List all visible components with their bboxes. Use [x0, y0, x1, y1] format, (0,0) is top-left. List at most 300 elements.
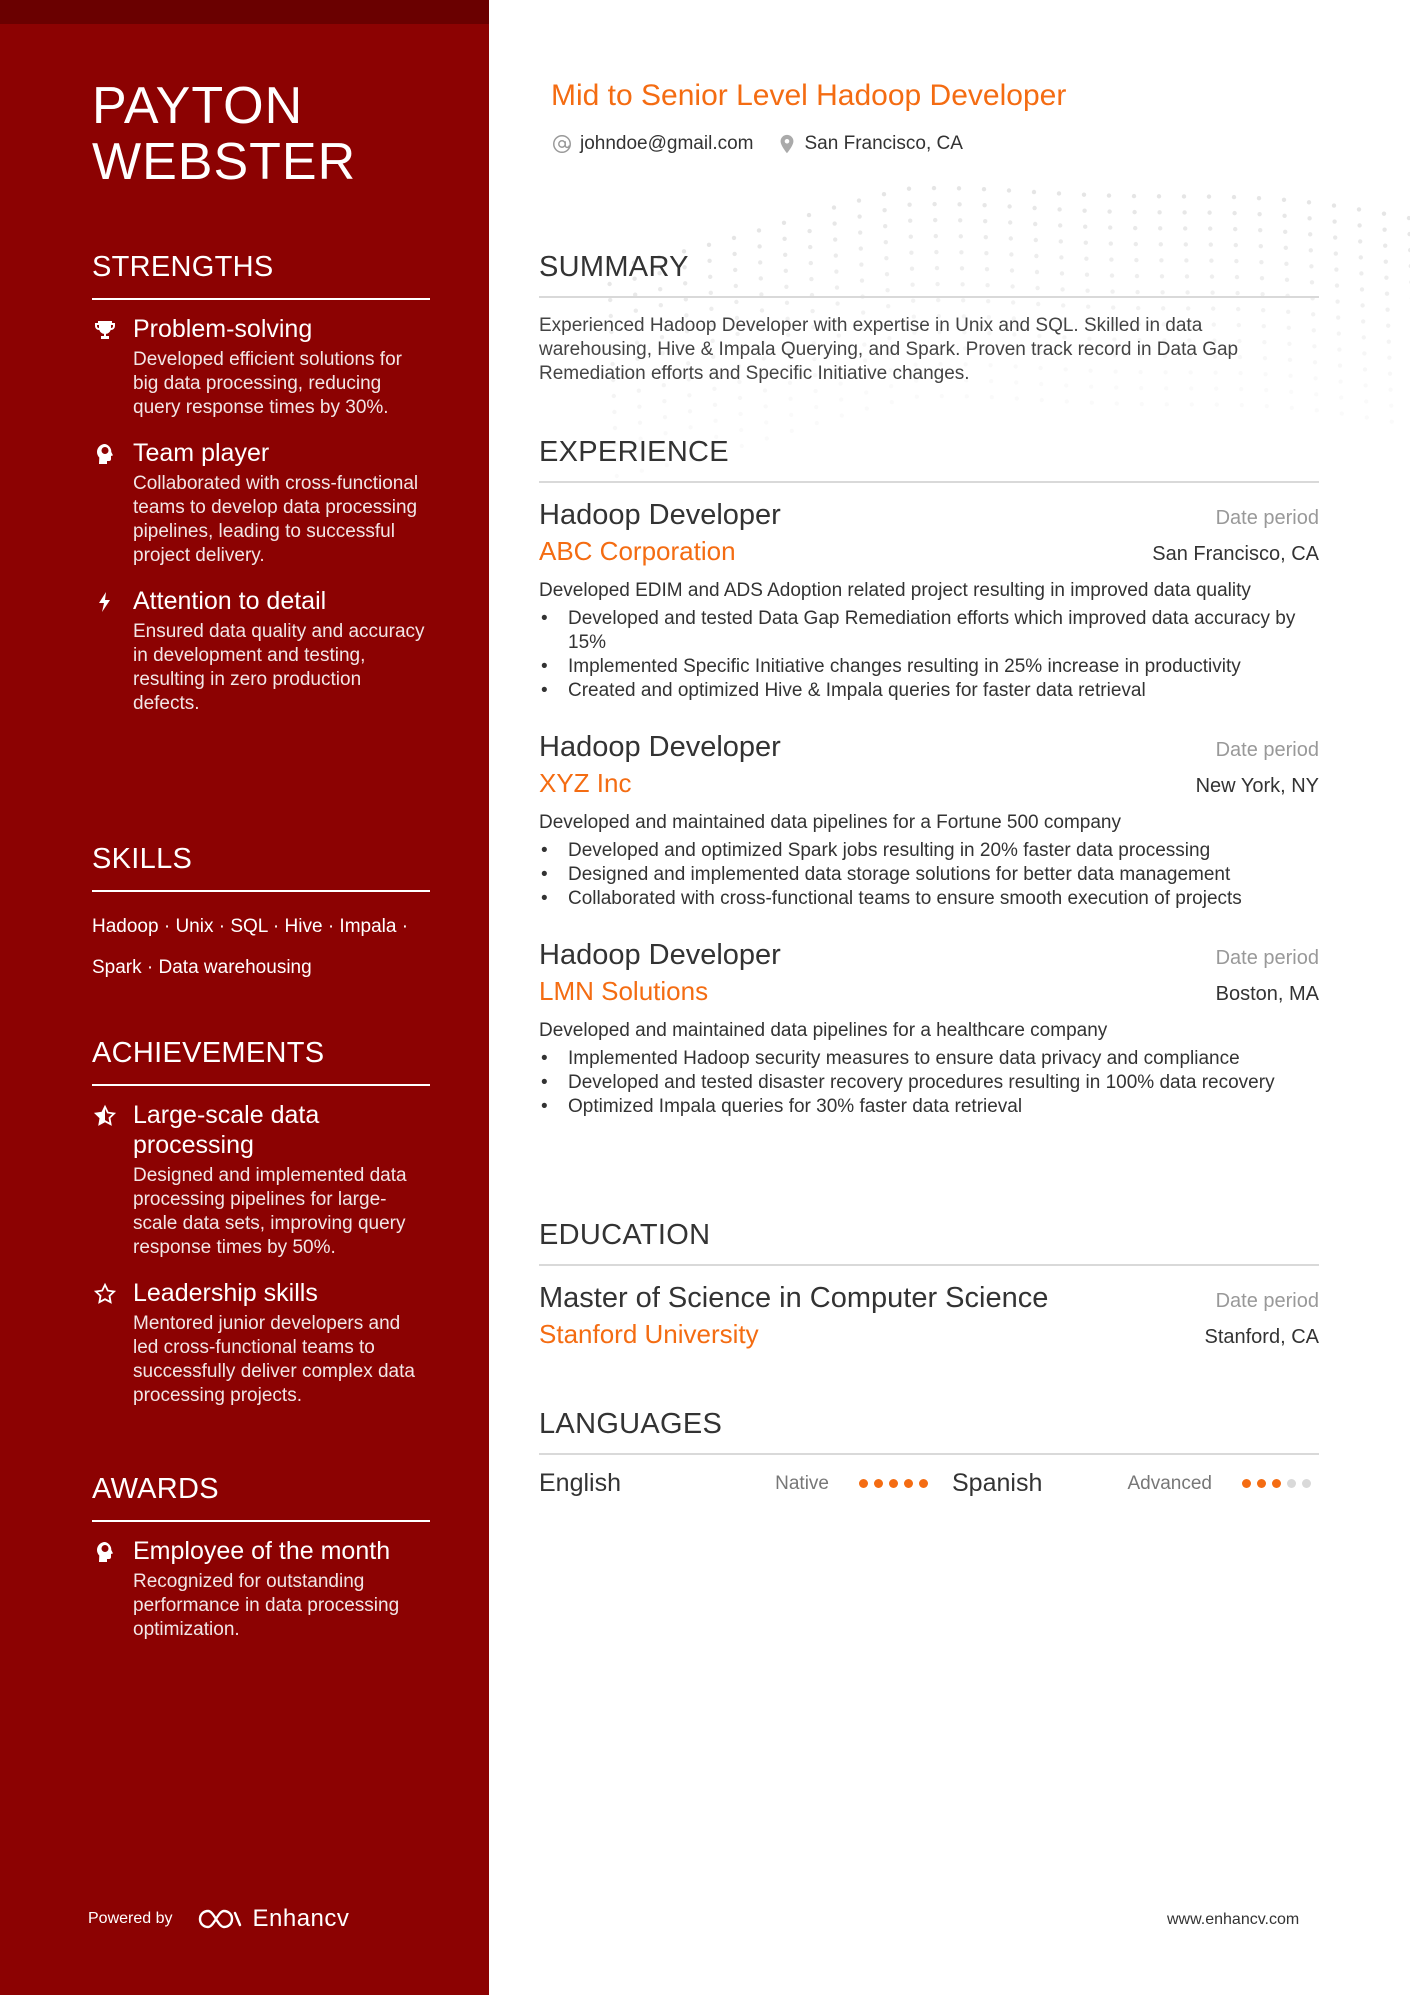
decor-dot — [865, 406, 869, 410]
decor-dot — [1383, 243, 1387, 247]
degree-title: Master of Science in Computer Science — [539, 1282, 1049, 1314]
decor-dot — [612, 394, 616, 398]
decor-dot — [1082, 193, 1086, 197]
decor-dot — [1165, 402, 1169, 406]
decor-dot — [1090, 401, 1094, 405]
rating-dot — [1242, 1479, 1251, 1488]
decor-dot — [1139, 386, 1143, 390]
head-icon — [92, 1538, 118, 1566]
decor-dot — [932, 202, 936, 206]
decor-dot — [1361, 319, 1365, 323]
rating-dot — [889, 1479, 898, 1488]
decor-dot — [1133, 226, 1137, 230]
bullet-item: • Created and optimized Hive & Impala queries for faster data retrieval — [539, 679, 1319, 703]
decor-dot — [763, 404, 767, 408]
decor-dot — [883, 224, 887, 228]
education-heading: EDUCATION — [539, 1218, 1319, 1266]
decor-dot — [790, 429, 794, 433]
decor-dot — [1107, 193, 1111, 197]
bullet-item: • Collaborated with cross-functional teams to ensure smooth execution of projects — [539, 887, 1319, 911]
decor-dot — [1359, 271, 1363, 275]
decor-dot — [713, 419, 717, 423]
decor-dot — [1389, 403, 1393, 407]
rating-dot — [1287, 1479, 1296, 1488]
strength-title: Team player — [133, 439, 270, 467]
language-name: Spanish — [952, 1469, 1043, 1497]
decor-dot — [1385, 307, 1389, 311]
strengths-heading: STRENGTHS — [92, 250, 430, 300]
email-contact[interactable] — [551, 133, 754, 155]
awards-heading: AWARDS — [92, 1472, 430, 1522]
entry-location: Stanford, CA — [1204, 1326, 1319, 1348]
decor-dot — [613, 426, 617, 430]
decor-dot — [1232, 211, 1236, 215]
bullet-item: • Developed and tested Data Gap Remediation efforts which improved data accuracy by 15% — [539, 607, 1319, 655]
decor-dot — [1265, 404, 1269, 408]
experience-entry — [539, 937, 1319, 1119]
decor-dot — [739, 428, 743, 432]
decor-dot — [763, 388, 767, 392]
decor-dot — [1388, 387, 1392, 391]
decor-dot — [1132, 210, 1136, 214]
entry-company: LMN Solutions — [539, 976, 709, 1006]
star-half-icon — [92, 1102, 118, 1130]
at-icon — [551, 133, 573, 155]
decor-dot — [764, 420, 768, 424]
sidebar — [0, 0, 489, 1995]
decor-dot — [637, 389, 641, 393]
decor-dot — [757, 244, 761, 248]
decor-dot — [932, 186, 936, 190]
rating-dot — [1272, 1479, 1281, 1488]
entry-description: Developed EDIM and ADS Adoption related project resulting in improved data quality — [539, 580, 1251, 601]
decor-dot — [1359, 255, 1363, 259]
entry-date: Date period — [1215, 947, 1319, 969]
decor-dot — [738, 396, 742, 400]
decor-dot — [1364, 399, 1368, 403]
decor-dot — [1363, 383, 1367, 387]
sidebar-top-bar — [0, 0, 489, 24]
decor-dot — [1159, 242, 1163, 246]
skills-line: Hadoop · Unix · SQL · Hive · Impala · — [92, 916, 409, 937]
decor-dot — [1388, 371, 1392, 375]
bullet-item: • Optimized Impala queries for 30% faster data retrieval — [539, 1095, 1319, 1119]
decor-dot — [1239, 387, 1243, 391]
decor-dot — [1257, 212, 1261, 216]
rating-dot — [874, 1479, 883, 1488]
decor-dot — [907, 203, 911, 207]
decor-dot — [882, 208, 886, 212]
decor-dot — [864, 390, 868, 394]
decor-dot — [1336, 315, 1340, 319]
decor-dot — [1240, 403, 1244, 407]
decor-dot — [1257, 196, 1261, 200]
bullet-item: • Developed and tested disaster recovery procedures resulting in 100% data recovery — [539, 1071, 1319, 1095]
education-entry — [539, 1280, 1319, 1352]
candidate-name: PAYTON WEBSTER — [92, 77, 357, 191]
decor-dot — [1084, 241, 1088, 245]
decor-dot — [1334, 267, 1338, 271]
decor-dot — [1182, 210, 1186, 214]
decor-dot — [1386, 323, 1390, 327]
entry-description: Developed and maintained data pipelines for a Fortune 500 company — [539, 812, 1121, 833]
decor-dot — [1384, 275, 1388, 279]
decor-dot — [1362, 335, 1366, 339]
decor-dot — [1338, 379, 1342, 383]
decor-dot — [1215, 402, 1219, 406]
bullet-item: • Implemented Hadoop security measures to ensure data privacy and compliance — [539, 1047, 1319, 1071]
decor-dot — [982, 203, 986, 207]
awards-section — [92, 1472, 430, 1642]
decor-dot — [1208, 226, 1212, 230]
decor-dot — [638, 421, 642, 425]
decor-dot — [882, 192, 886, 196]
decor-dot — [1384, 259, 1388, 263]
strength-item — [92, 586, 430, 716]
powered-by — [88, 1905, 349, 1933]
decor-dot — [1157, 194, 1161, 198]
decor-dot — [933, 218, 937, 222]
decor-dot — [1182, 194, 1186, 198]
decor-dot — [1339, 395, 1343, 399]
entry-bullets — [539, 839, 1319, 911]
decor-dot — [1108, 225, 1112, 229]
entry-location: Boston, MA — [1215, 983, 1319, 1005]
head-icon — [92, 440, 118, 468]
decor-dot — [713, 403, 717, 407]
experience-entry — [539, 729, 1319, 911]
decor-dot — [839, 397, 843, 401]
decor-dot — [688, 425, 692, 429]
decor-dot — [1338, 363, 1342, 367]
decor-dot — [1214, 386, 1218, 390]
decor-dot — [1314, 392, 1318, 396]
decor-dot — [1109, 241, 1113, 245]
location-pin-icon — [776, 133, 798, 155]
decor-dot — [1058, 223, 1062, 227]
decor-dot — [857, 214, 861, 218]
email-text: johndoe@gmail.com — [580, 133, 754, 154]
rating-dot — [904, 1479, 913, 1488]
decor-dot — [1382, 227, 1386, 231]
decor-dot — [1107, 209, 1111, 213]
decor-dot — [1082, 209, 1086, 213]
decor-dot — [840, 413, 844, 417]
decor-dot — [832, 205, 836, 209]
decor-dot — [959, 234, 963, 238]
decor-dot — [1207, 210, 1211, 214]
decor-dot — [687, 393, 691, 397]
entry-company: ABC Corporation — [539, 536, 736, 566]
decor-dot — [1032, 190, 1036, 194]
decor-dot — [788, 397, 792, 401]
entry-date: Date period — [1215, 739, 1319, 761]
enhancv-logo-icon — [197, 1907, 243, 1931]
decor-dot — [957, 186, 961, 190]
decor-dot — [1340, 411, 1344, 415]
decor-dot — [1337, 331, 1341, 335]
decor-dot — [958, 218, 962, 222]
decor-dot — [1283, 230, 1287, 234]
decor-dot — [1337, 347, 1341, 351]
decor-dot — [1234, 243, 1238, 247]
decor-dot — [1308, 232, 1312, 236]
decor-dot — [637, 405, 641, 409]
skills-heading: SKILLS — [92, 842, 430, 892]
decor-dot — [707, 243, 711, 247]
decor-dot — [1065, 399, 1069, 403]
strength-desc: Developed efficient solutions for big data processing, reducing query response times by 30%. — [133, 349, 402, 418]
trophy-icon — [92, 316, 118, 344]
decor-dot — [1057, 191, 1061, 195]
decor-dot — [1040, 398, 1044, 402]
star-outline-icon — [92, 1280, 118, 1308]
decor-dot — [662, 399, 666, 403]
entry-bullets — [539, 1047, 1319, 1119]
decor-dot — [815, 421, 819, 425]
decor-dot — [1390, 419, 1394, 423]
decor-dot — [1387, 339, 1391, 343]
bullet-item: • Designed and implemented data storage solutions for better data management — [539, 863, 1319, 887]
decor-dot — [1363, 367, 1367, 371]
achievement-desc: Mentored junior developers and led cross-functional teams to successfully deliver complex data processing projects. — [133, 1313, 415, 1406]
enhancv-logo[interactable] — [197, 1905, 350, 1933]
award-title: Employee of the month — [133, 1537, 391, 1565]
strength-desc: Collaborated with cross-functional teams to develop data processing pipelines, leading to successful project delivery. — [133, 473, 419, 566]
decor-dot — [909, 235, 913, 239]
language-level: Advanced — [1127, 1472, 1212, 1494]
decor-dot — [1008, 220, 1012, 224]
language-level: Native — [775, 1472, 829, 1494]
entry-location: San Francisco, CA — [1152, 543, 1319, 565]
rating-dot — [919, 1479, 928, 1488]
decor-dot — [712, 387, 716, 391]
decor-dot — [907, 187, 911, 191]
rating-dot — [859, 1479, 868, 1488]
decor-dot — [858, 230, 862, 234]
entry-title: Hadoop Developer — [539, 731, 781, 763]
main-content — [489, 0, 1410, 1995]
decor-dot — [1158, 226, 1162, 230]
achievement-title: Leadership skills — [133, 1279, 318, 1307]
languages-row — [539, 1469, 1319, 1498]
decor-dot — [732, 236, 736, 240]
decor-dot — [957, 202, 961, 206]
decor-dot — [1183, 226, 1187, 230]
decor-dot — [1365, 415, 1369, 419]
decor-dot — [1083, 225, 1087, 229]
decor-dot — [1282, 198, 1286, 202]
decor-dot — [813, 389, 817, 393]
decor-dot — [915, 395, 919, 399]
decor-dot — [890, 400, 894, 404]
decor-dot — [983, 219, 987, 223]
bullet-item: • Developed and optimized Spark jobs resulting in 20% faster data processing — [539, 839, 1319, 863]
decor-dot — [814, 405, 818, 409]
decor-dot — [782, 221, 786, 225]
entry-description: Developed and maintained data pipelines for a healthcare company — [539, 1020, 1108, 1041]
school-name: Stanford University — [539, 1319, 759, 1349]
decor-dot — [1233, 227, 1237, 231]
decor-dot — [1357, 207, 1361, 211]
decor-dot — [1315, 408, 1319, 412]
decor-dot — [1007, 204, 1011, 208]
decor-dot — [884, 240, 888, 244]
job-title: Mid to Senior Level Hadoop Developer — [551, 79, 1067, 112]
location-text: San Francisco, CA — [804, 133, 963, 154]
experience-section — [539, 435, 1319, 1119]
achievement-desc: Designed and implemented data processing pipelines for large-scale data sets, improving query response times by 50%. — [133, 1165, 407, 1258]
strength-desc: Ensured data quality and accuracy in development and testing, resulting in zero production defects. — [133, 621, 425, 714]
decor-dot — [1015, 396, 1019, 400]
language-name: English — [539, 1469, 621, 1497]
decor-dot — [982, 187, 986, 191]
languages-heading: LANGUAGES — [539, 1407, 1319, 1455]
decor-dot — [1289, 390, 1293, 394]
decor-dot — [990, 395, 994, 399]
entry-company: XYZ Inc — [539, 768, 632, 798]
decor-dot — [1009, 236, 1013, 240]
decor-dot — [1334, 251, 1338, 255]
decor-dot — [940, 394, 944, 398]
decor-dot — [1033, 222, 1037, 226]
skills-section — [92, 842, 430, 988]
lightning-icon — [92, 588, 118, 616]
decor-dot — [782, 237, 786, 241]
decor-dot — [808, 245, 812, 249]
language-item — [539, 1469, 928, 1498]
decor-dot — [807, 213, 811, 217]
decor-dot — [1382, 211, 1386, 215]
decor-dot — [789, 413, 793, 417]
decor-dot — [1264, 388, 1268, 392]
decor-dot — [1189, 386, 1193, 390]
decor-dot — [1387, 355, 1391, 359]
decor-dot — [1360, 287, 1364, 291]
decor-dot — [663, 415, 667, 419]
education-section — [539, 1218, 1319, 1352]
decor-dot — [1259, 244, 1263, 248]
decor-dot — [1290, 406, 1294, 410]
decor-dot — [612, 410, 616, 414]
decor-dot — [1307, 216, 1311, 220]
decor-dot — [1282, 214, 1286, 218]
experience-heading: EXPERIENCE — [539, 435, 1319, 483]
language-item — [952, 1469, 1319, 1498]
decor-dot — [1157, 210, 1161, 214]
summary-text: Experienced Hadoop Developer with expertise in Unix and SQL. Skilled in data warehousing, Hive & Impala Querying, and Spark. Proven track record in Data Gap Remediation efforts and Specific Initiative changes. — [539, 315, 1239, 384]
decor-dot — [1134, 242, 1138, 246]
location-contact — [776, 133, 963, 155]
achievement-title: Large-scale data processing — [133, 1101, 320, 1159]
experience-entry — [539, 497, 1319, 703]
strength-item — [92, 314, 430, 420]
decor-dot — [1184, 242, 1188, 246]
languages-section — [539, 1407, 1319, 1498]
decor-dot — [1360, 303, 1364, 307]
decor-dot — [1057, 207, 1061, 211]
decor-dot — [908, 219, 912, 223]
decor-dot — [1358, 239, 1362, 243]
decor-dot — [1332, 203, 1336, 207]
skills-line: Spark · Data warehousing — [92, 957, 312, 978]
contact-info — [551, 133, 963, 155]
language-rating — [1242, 1479, 1311, 1488]
decor-dot — [1007, 188, 1011, 192]
decor-dot — [984, 235, 988, 239]
website-link[interactable]: www.enhancv.com — [1167, 1911, 1300, 1928]
entry-bullets — [539, 607, 1319, 703]
skills-list — [92, 906, 430, 988]
achievements-heading: ACHIEVEMENTS — [92, 1036, 430, 1086]
decor-dot — [934, 234, 938, 238]
entry-title: Hadoop Developer — [539, 939, 781, 971]
entry-title: Hadoop Developer — [539, 499, 781, 531]
achievements-section — [92, 1036, 430, 1408]
achievement-item — [92, 1278, 430, 1408]
decor-dot — [807, 229, 811, 233]
decor-dot — [1332, 219, 1336, 223]
decor-dot — [1258, 228, 1262, 232]
bullet-item: • Implemented Specific Initiative changes resulting in 25% increase in productivity — [539, 655, 1319, 679]
decor-dot — [757, 228, 761, 232]
achievement-item — [92, 1100, 430, 1260]
decor-dot — [1034, 238, 1038, 242]
rating-dot — [1257, 1479, 1266, 1488]
language-rating — [859, 1479, 928, 1488]
strength-title: Problem-solving — [133, 315, 313, 343]
decor-dot — [1164, 386, 1168, 390]
decor-dot — [833, 237, 837, 241]
entry-date: Date period — [1215, 507, 1319, 529]
decor-dot — [1357, 223, 1361, 227]
decor-dot — [1232, 195, 1236, 199]
strength-title: Attention to detail — [133, 587, 327, 615]
summary-heading: SUMMARY — [539, 250, 1319, 298]
enhancv-brand: Enhancv — [252, 1905, 350, 1932]
decor-dot — [832, 221, 836, 225]
decor-dot — [1140, 402, 1144, 406]
award-item — [92, 1536, 430, 1642]
powered-by-label: Powered by — [88, 1910, 173, 1927]
decor-dot — [857, 198, 861, 202]
decor-dot — [1114, 385, 1118, 389]
decor-dot — [1132, 194, 1136, 198]
decor-dot — [1115, 401, 1119, 405]
strengths-section — [92, 250, 430, 716]
decor-dot — [1335, 283, 1339, 287]
decor-dot — [688, 409, 692, 413]
rating-dot — [1302, 1479, 1311, 1488]
decor-dot — [965, 394, 969, 398]
award-desc: Recognized for outstanding performance in data processing optimization. — [133, 1571, 400, 1640]
decor-dot — [1207, 194, 1211, 198]
strength-item — [92, 438, 430, 568]
summary-section — [539, 250, 1319, 386]
decor-dot — [1385, 291, 1389, 295]
decor-dot — [1059, 239, 1063, 243]
entry-date: Date period — [1215, 1290, 1319, 1312]
decor-dot — [1333, 235, 1337, 239]
decor-dot — [738, 412, 742, 416]
decor-dot — [1335, 299, 1339, 303]
decor-dot — [1362, 351, 1366, 355]
decor-dot — [1307, 200, 1311, 204]
entry-location: New York, NY — [1195, 775, 1319, 797]
decor-dot — [1209, 242, 1213, 246]
decor-dot — [1032, 206, 1036, 210]
decor-dot — [1190, 402, 1194, 406]
